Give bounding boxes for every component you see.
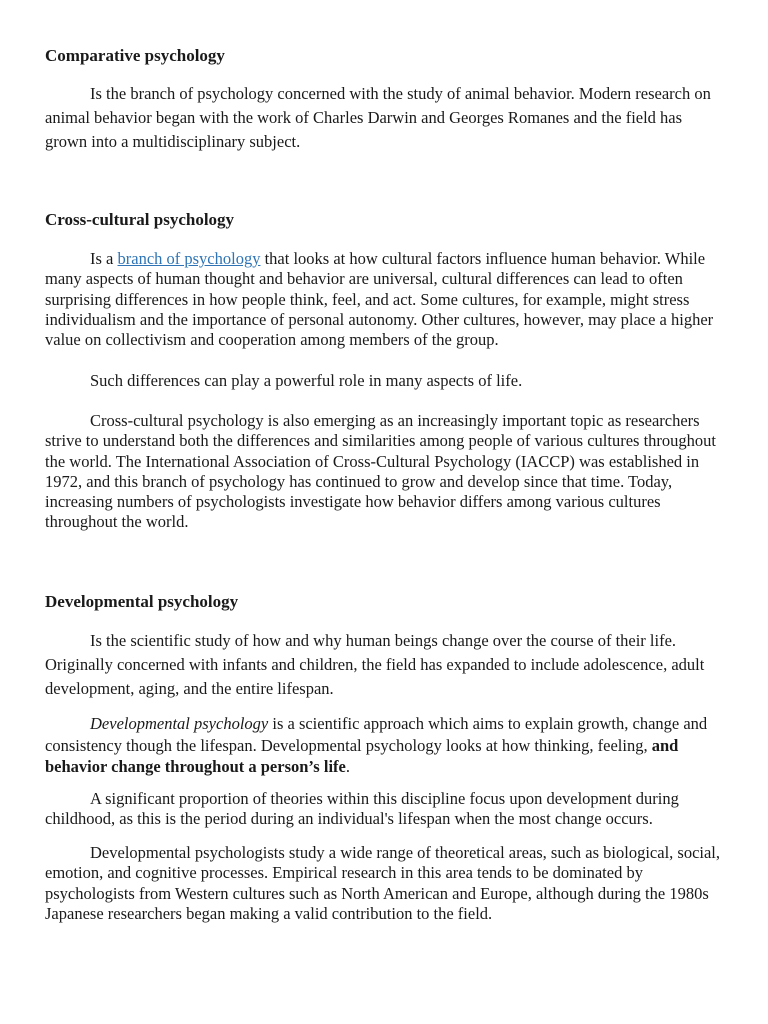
paragraph-text: . xyxy=(345,757,350,776)
branch-of-psychology-link[interactable]: branch of psychology xyxy=(117,249,261,268)
paragraph-developmental-3: A significant proportion of theories within this discipline focus upon development during childhood, as this is the period during an individual's lifespan when the most change occurs. xyxy=(45,789,679,829)
paragraph-cross-cultural-3: Cross-cultural psychology is also emerging as an increasingly important topic as researchers strive to understand both the differences and similarities among people of various cultures throughout the world. The International Association of Cross-Cultural Psychology (IACCP) was established in 1972, and this branch of psychology has continued to grow and develop since that time. Today, increasing numbers of psychologists investigate how behavior differs among various cultures throughout the world. xyxy=(45,411,716,532)
paragraph-text: that looks at how cultural factors influence human behavior. While many aspects of human thought and behavior are universal, cultural differences can lead to often surprising differences in how people think, feel, and act. Some cultures, for example, might stress individualism and the importance of personal autonomy. Other cultures, however, may place a higher value on collectivism and cooperation among members of the group. xyxy=(45,249,714,350)
paragraph-comparative-1: Is the branch of psychology concerned with the study of animal behavior. Modern research on animal behavior began with the work of Charles Darwin and Georges Romanes and the field has grown into a multidisciplinary subject. xyxy=(45,84,711,151)
paragraph-developmental-4: Developmental psychologists study a wide range of theoretical areas, such as biological, social, emotion, and cognitive processes. Empirical research in this area tends to be dominated by psychologists from Western cultures such as North American and Europe, although during the 1980s Japanese researchers began making a valid contribution to the field. xyxy=(45,843,721,923)
paragraph-text: Is a xyxy=(90,249,118,268)
paragraph-developmental-2 xyxy=(45,713,725,778)
paragraph-text: is a scientific approach which aims to explain growth, change and consistency though the lifespan. Developmental psychology looks at how thinking, feeling, xyxy=(45,714,708,755)
paragraph-cross-cultural-1 xyxy=(45,249,725,350)
heading-cross-cultural-psychology: Cross-cultural psychology xyxy=(45,210,235,229)
bold-phrase: and behavior change throughout a person’s life xyxy=(45,735,679,776)
heading-developmental-psychology: Developmental psychology xyxy=(45,592,239,611)
developmental-psychology-italic: Developmental psychology xyxy=(90,714,269,733)
paragraph-cross-cultural-2: Such differences can play a powerful role in many aspects of life. xyxy=(90,371,523,390)
paragraph-developmental-1: Is the scientific study of how and why human beings change over the course of their life. Originally concerned with infants and children, the field has expanded to include adolescence, adult development, aging, and the entire lifespan. xyxy=(45,631,705,698)
heading-comparative-psychology: Comparative psychology xyxy=(45,46,225,65)
